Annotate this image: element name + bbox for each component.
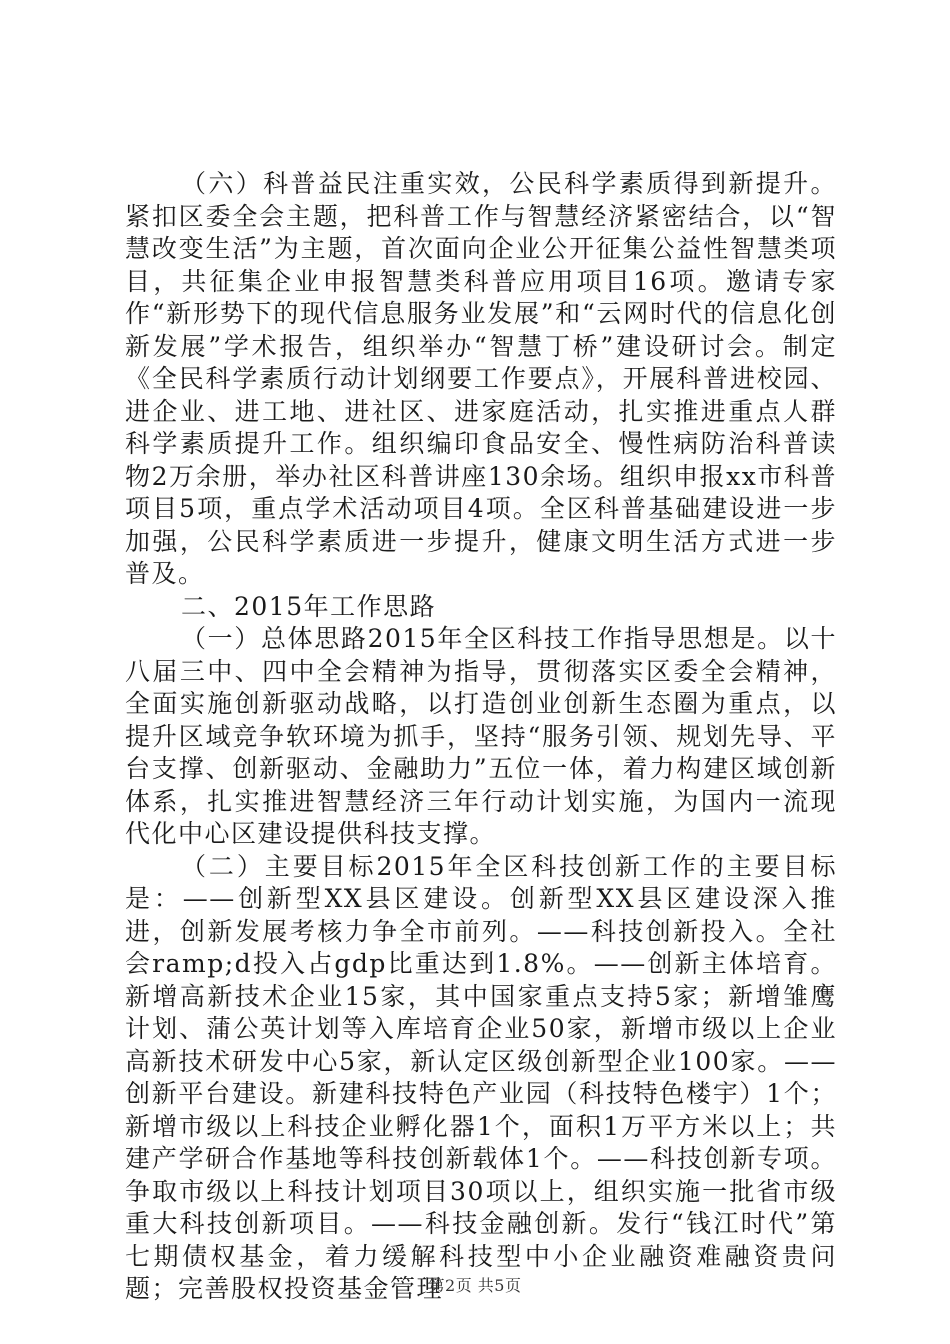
paragraph-main-goals: （二）主要目标2015年全区科技创新工作的主要目标是：——创新型XX县区建设。创新型XX县区建设深入推进，创新发展考核力争全市前列。——科技创新投入。全社会ramp;d投入占gdp比重达到1.8%。——创新主体培育。新增高新技术企业15家，其中国家重点支持5家；新增雏鹰计划、蒲公英计划等入库培育企业50家，新增市级以上企业高新技术研发中心5家，新认定区级创新型企业100家。——创新平台建设。新建科技特色产业园（科技特色楼宇）1个；新增市级以上科技企业孵化器1个，面积1万平方米以上；共建产学研合作基地等科技创新载体1个。——科技创新专项。争取市级以上科技计划项目30项以上，组织实施一批省市级重大科技创新项目。——科技金融创新。发行“钱江时代”第七期债权基金，着力缓解科技型中小企业融资难融资贵问题；完善股权投资基金管理 <box>125 851 837 1303</box>
page-number-footer: 第2页 共5页 <box>428 1276 522 1295</box>
document-body <box>125 168 837 1306</box>
paragraph-science-popularization: （六）科普益民注重实效，公民科学素质得到新提升。紧扣区委全会主题，把科普工作与智慧经济紧密结合，以“智慧改变生活”为主题，首次面向企业公开征集公益性智慧类项目，共征集企业申报智慧类科普应用项目16项。邀请专家作“新形势下的现代信息服务业发展”和“云网时代的信息化创新发展”学术报告，组织举办“智慧丁桥”建设研讨会。制定《全民科学素质行动计划纲要工作要点》，开展科普进校园、进企业、进工地、进社区、进家庭活动，扎实推进重点人群科学素质提升工作。组织编印食品安全、慢性病防治科普读物2万余册，举办社区科普讲座130余场。组织申报xx市科普项目5项，重点学术活动项目4项。全区科普基础建设进一步加强，公民科学素质进一步提升，健康文明生活方式进一步普及。 <box>125 169 837 588</box>
section-heading-2015-plan: 二、2015年工作思路 <box>181 591 437 621</box>
paragraph-overall-approach: （一）总体思路2015年全区科技工作指导思想是。以十八届三中、四中全会精神为指导，贯彻落实区委全会精神，全面实施创新驱动战略，以打造创业创新生态圈为重点，以提升区域竞争软环境为抓手，坚持“服务引领、规划先导、平台支撑、创新驱动、金融助力”五位一体，着力构建区域创新体系，扎实推进智慧经济三年行动计划实施，为国内一流现代化中心区建设提供科技支撑。 <box>125 624 837 848</box>
